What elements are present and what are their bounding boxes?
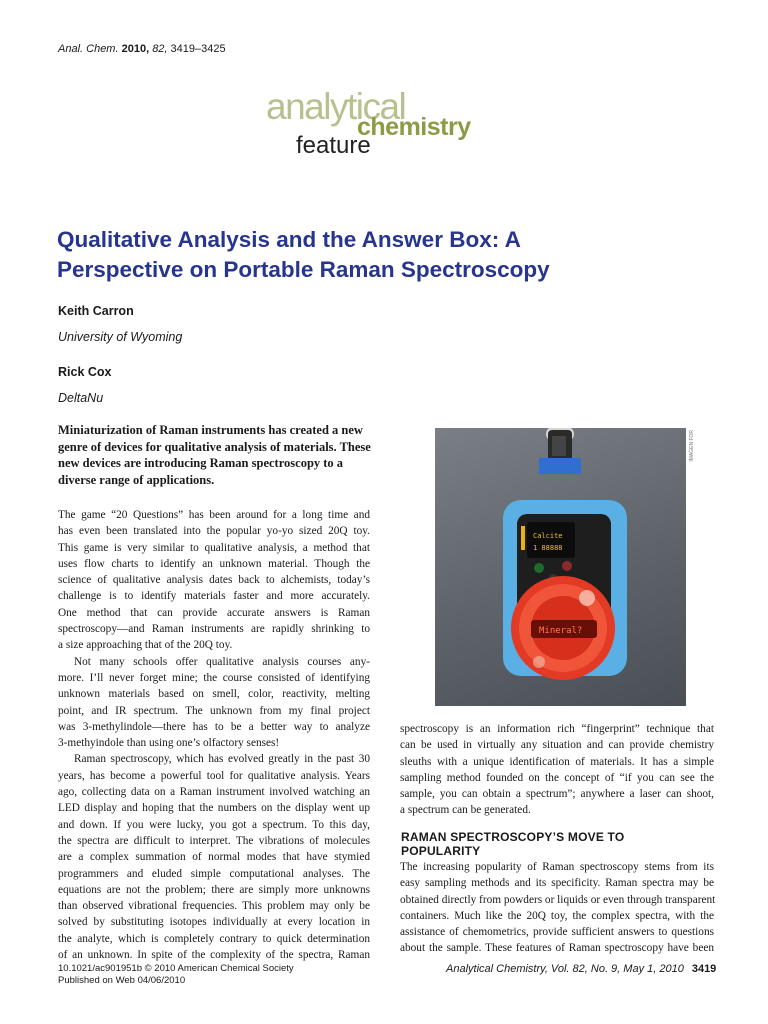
abstract-line: diverse range of applications. bbox=[58, 472, 215, 487]
author-name: Keith Carron bbox=[58, 304, 134, 318]
footer-doi: 10.1021/ac901951b bbox=[58, 963, 142, 974]
footer-copyright: © 2010 American Chemical Society bbox=[144, 963, 294, 974]
body-line: of an unknown. In spite of the complexity of the spectra, Raman bbox=[58, 949, 370, 962]
body-line: unknown materials based on smell, color, reactivity, melting bbox=[58, 688, 370, 701]
body-column-right-section bbox=[400, 859, 714, 957]
logo-line-analytical: analytical bbox=[266, 86, 406, 127]
body-line: uses flow charts to identify an unknown material. Though the bbox=[58, 557, 370, 570]
body-line: science of qualitative analysis dates back to alchemists, today’s bbox=[58, 574, 370, 587]
logo-line-feature: feature bbox=[296, 132, 371, 159]
section-heading-line: RAMAN SPECTROSCOPY’S MOVE TO bbox=[401, 830, 625, 844]
body-line: the analyte, which is completely contrary to quick determination bbox=[58, 932, 370, 945]
body-line: can be used in virtually any situation and can provide chemistry bbox=[400, 739, 714, 752]
body-line: easy sampling methods and its specificity. Raman spectra may be bbox=[400, 877, 714, 890]
body-line: One method that can provide accurate answers is Raman bbox=[58, 606, 370, 619]
body-line: point, and IR spectrum. The unknown from my final project bbox=[58, 704, 370, 717]
body-line: about the sample. These features of Raman spectroscopy have been bbox=[400, 942, 714, 955]
body-column-left bbox=[58, 507, 370, 963]
logo-line-chemistry: chemistry bbox=[357, 113, 471, 141]
body-line: equations are not the problem; there are simply more unknowns bbox=[58, 883, 370, 896]
body-line: are a complex summation of normal modes that have stymied bbox=[58, 851, 370, 864]
section-heading bbox=[401, 830, 713, 858]
device-photo bbox=[435, 428, 686, 706]
raman-device-illustration bbox=[435, 428, 686, 706]
body-line: obtained directly from powders or liquids or even through transparent bbox=[400, 893, 716, 906]
section-heading-line: POPULARITY bbox=[401, 844, 481, 858]
body-line: programmers and eluded simple computational analyses. The bbox=[58, 867, 370, 880]
journal-volume: 82, bbox=[152, 43, 168, 55]
journal-abbrev: Anal. Chem. bbox=[58, 43, 119, 55]
body-line: spectroscopy is an information rich “fingerprint” technique that bbox=[400, 723, 714, 735]
body-line: sampling method founded on the concept of “if you can see the bbox=[400, 771, 714, 784]
abstract-line: new devices are introducing Raman spectroscopy to a bbox=[58, 456, 344, 470]
author-affiliation: University of Wyoming bbox=[58, 330, 183, 344]
abstract-line: Miniaturization of Raman instruments has created a new bbox=[58, 423, 363, 437]
body-line: The increasing popularity of Raman spectroscopy stems from its bbox=[400, 861, 714, 873]
footer-journal-info: Analytical Chemistry, Vol. 82, No. 9, May 1, 2010 bbox=[446, 963, 684, 975]
body-line: LED display and hoping that the numbers on the display went up bbox=[58, 802, 370, 815]
abstract bbox=[58, 422, 370, 488]
body-line: solved by substituting isotopes individually at every location in bbox=[58, 916, 370, 929]
body-line: Raman spectroscopy, which has evolved greatly in the past 30 bbox=[74, 753, 370, 766]
body-line: a spectrum can be generated. bbox=[400, 804, 531, 817]
body-line: than observed vibrational frequencies. This problem may only be bbox=[58, 900, 370, 913]
body-line: Not many schools offer qualitative analysis courses any- bbox=[74, 655, 370, 668]
author-affiliation: DeltaNu bbox=[58, 391, 104, 405]
body-line: a size approaching that of the 20Q toy. bbox=[58, 639, 233, 652]
journal-year: 2010, bbox=[121, 43, 150, 55]
body-line: more. I’ll never forget mine; the course consisted of identifying bbox=[58, 671, 370, 684]
title-line: Qualitative Analysis and the Answer Box: A bbox=[57, 227, 521, 252]
footer-left bbox=[58, 963, 294, 987]
journal-citation bbox=[58, 43, 226, 55]
screen-text-mineral: Calcite bbox=[533, 532, 563, 540]
body-line: years, has become a powerful tool for qualitative analysis. Years bbox=[58, 769, 370, 782]
screen-text-score: 1 88888 bbox=[533, 544, 563, 552]
page-number: 3419 bbox=[691, 963, 717, 975]
body-line: sleuths with a unique identification of materials. It has a simple bbox=[400, 755, 714, 768]
abstract-line: genre of devices for qualitative analysis of materials. These bbox=[58, 439, 371, 454]
title-line: Perspective on Portable Raman Spectroscopy bbox=[57, 257, 550, 282]
footer-right bbox=[446, 963, 716, 975]
article-title bbox=[57, 225, 717, 285]
body-line: The game “20 Questions” has been around for a long time and bbox=[58, 509, 370, 521]
body-line: was 3-methylindole—there has to be a better way to analyze bbox=[58, 720, 370, 733]
body-line: This game is very similar to qualitative analysis, a method that bbox=[58, 541, 370, 554]
body-line: 3-methyindole than using one’s olfactory senses! bbox=[58, 737, 280, 750]
body-line: sample, you can obtain a spectrum”; anywhere a laser can shoot, bbox=[400, 788, 714, 801]
body-column-right bbox=[400, 721, 714, 819]
body-line: and down. If you were lucky, you got a spectrum. To this day, bbox=[58, 818, 370, 831]
author-name: Rick Cox bbox=[58, 365, 112, 379]
body-line: challenge is to identify materials faster and more accurately. bbox=[58, 590, 370, 603]
body-line: the spectra are difficult to interpret. The vibrations of molecules bbox=[58, 834, 370, 847]
photo-credit: IMAGEN FOR bbox=[689, 430, 695, 462]
toy-display-text: Mineral? bbox=[539, 626, 583, 636]
journal-pages: 3419–3425 bbox=[170, 43, 226, 55]
footer-published: Published on Web 04/06/2010 bbox=[58, 975, 186, 986]
body-line: ago, collecting data on a Raman instrument involved watching an bbox=[58, 786, 370, 799]
body-line: has even been translated into the popular yo-yo sized 20Q toy. bbox=[58, 525, 370, 538]
body-line: containers. Much like the 20Q toy, the complex spectra, with the bbox=[400, 909, 714, 922]
body-line: assistance of chemometrics, provide sufficient answers to questions bbox=[400, 926, 714, 939]
section-logo bbox=[262, 88, 522, 160]
body-line: spectroscopy—and Raman instruments are rapidly shrinking to bbox=[58, 623, 370, 636]
